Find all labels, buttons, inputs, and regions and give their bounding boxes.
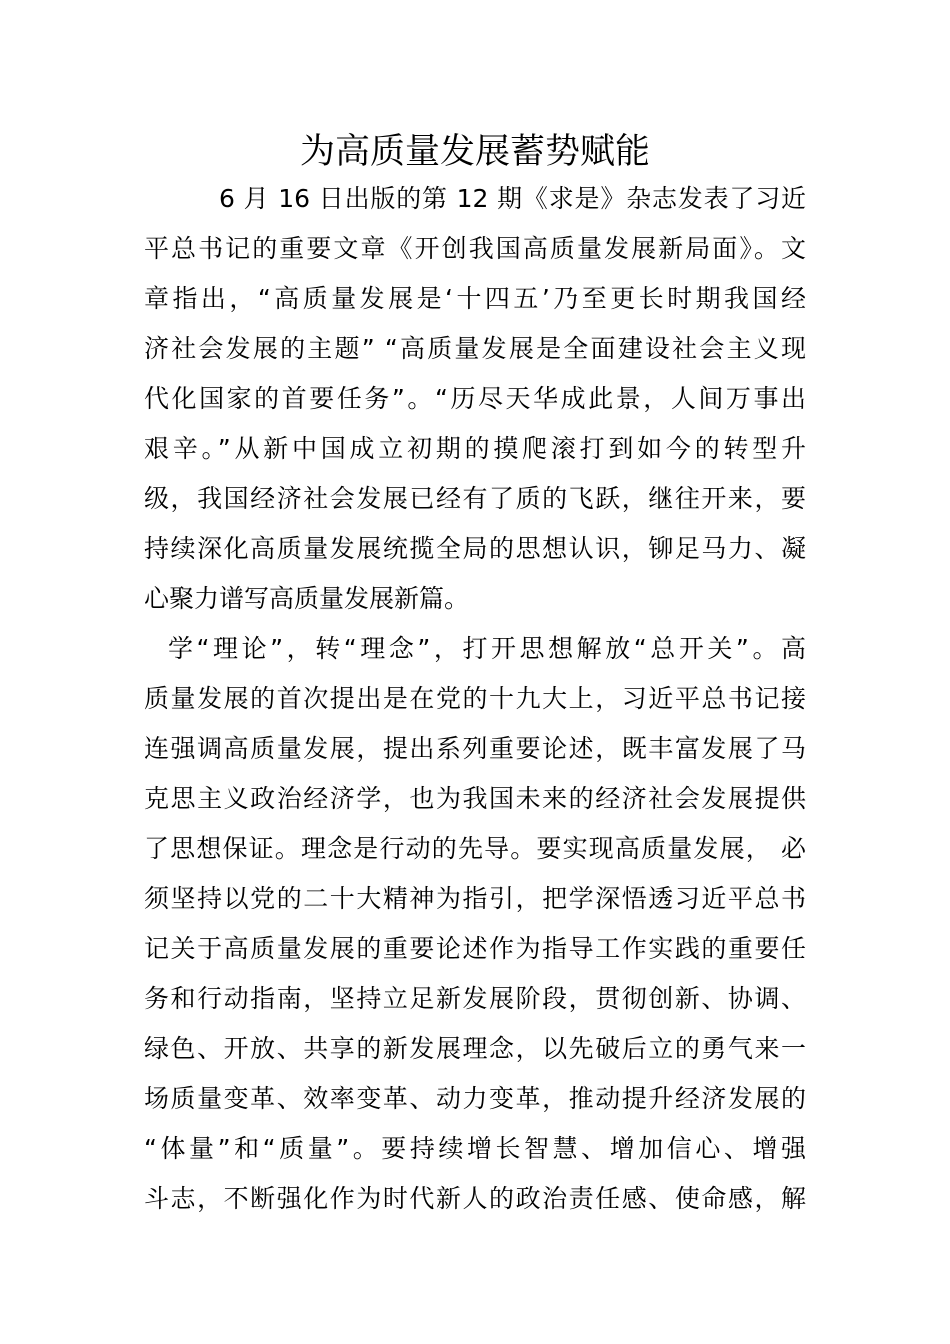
paragraph-line: 记关于高质量发展的重要论述作为指导工作实践的重要任 (144, 934, 806, 963)
paragraph-line: 克思主义政治经济学，也为我国未来的经济社会发展提供 (144, 784, 806, 813)
document-title: 为高质量发展蓄势赋能 (299, 132, 650, 172)
paragraph-line: 须坚持以党的二十大精神为指引，把学深悟透习近平总书 (144, 884, 806, 913)
paragraph-line: 级，我国经济社会发展已经有了质的飞跃，继往开来，要 (144, 484, 806, 513)
paragraph-line: 斗志，不断强化作为时代新人的政治责任感、使命感，解 (144, 1184, 806, 1213)
paragraph-line: 心聚力谱写高质量发展新篇。 (144, 584, 470, 613)
paragraph-line: 场质量变革、效率变革、动力变革，推动提升经济发展的 (144, 1084, 806, 1113)
paragraph-line: 济社会发展的主题” “高质量发展是全面建设社会主义现 (144, 334, 806, 363)
paragraph-line: 连强调高质量发展，提出系列重要论述，既丰富发展了马 (144, 734, 806, 763)
paragraph-line: 务和行动指南，坚持立足新发展阶段，贯彻创新、协调、 (144, 984, 806, 1013)
paragraph-line: 绿色、开放、共享的新发展理念，以先破后立的勇气来一 (144, 1034, 806, 1063)
paragraph-line: 代化国家的首要任务”。“历尽天华成此景，人间万事出 (144, 384, 806, 413)
paragraph-line: 艰辛。”从新中国成立初期的摸爬滚打到如今的转型升 (144, 434, 806, 463)
paragraph-line: 质量发展的首次提出是在党的十九大上，习近平总书记接 (144, 684, 806, 713)
paragraph-line: 学“理论”，转“理念”，打开思想解放“总开关”。高 (168, 634, 806, 663)
paragraph-line: “体量”和“质量”。要持续增长智慧、增加信心、增强 (144, 1134, 806, 1163)
paragraph-line: 平总书记的重要文章《开创我国高质量发展新局面》。文 (144, 234, 806, 263)
paragraph-line: 章指出，“高质量发展是‘十四五’乃至更长时期我国经 (144, 284, 806, 313)
paragraph-line: 持续深化高质量发展统揽全局的思想认识，铆足马力、凝 (144, 534, 806, 563)
paragraph-line: 了思想保证。理念是行动的先导。要实现高质量发展， 必 (144, 834, 806, 863)
paragraph-line: 6 月 16 日出版的第 12 期《求是》杂志发表了习近 (219, 184, 806, 213)
